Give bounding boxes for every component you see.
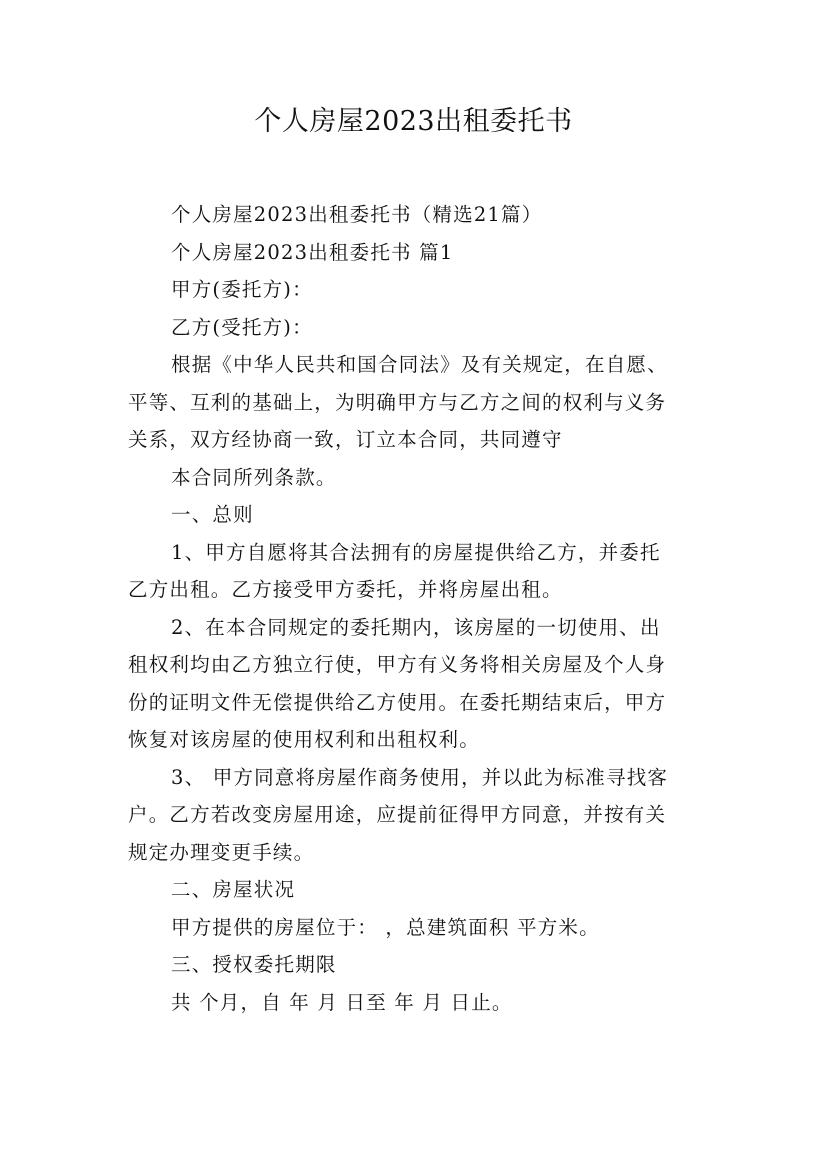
- term-period-line: 共 个月，自 年 月 日至 年 月 日止。: [171, 990, 513, 1014]
- clause-heading-general: 一、总则: [171, 503, 254, 526]
- document-body: [128, 196, 713, 1021]
- clause-heading-term: 三、授权委托期限: [171, 953, 337, 976]
- clause-line: 规定办理变更手续。: [128, 840, 315, 864]
- paragraph-line: 本合同所列条款。: [171, 465, 337, 489]
- clause-line: 份的证明文件无偿提供给乙方使用。在委托期结束后，甲方: [128, 690, 667, 714]
- paragraph-line: 关系，双方经协商一致，订立本合同，共同遵守: [128, 428, 563, 451]
- party-a-line: 甲方(委托方)：: [171, 278, 313, 301]
- party-b-line: 乙方(受托方)：: [171, 315, 313, 339]
- paragraph-line: 根据《中华人民共和国合同法》及有关规定，在自愿、: [171, 353, 668, 376]
- property-location-line: 甲方提供的房屋位于： ，总建筑面积 平方米。: [171, 915, 600, 939]
- clause-line: 租权利均由乙方独立行使，甲方有义务将相关房屋及个人身: [128, 653, 667, 676]
- clause-line: 2、在本合同规定的委托期内，该房屋的一切使用、出: [171, 615, 661, 639]
- document-title: 个人房屋2023出租委托书: [254, 106, 573, 137]
- paragraph-line: 平等、互利的基础上，为明确甲方与乙方之间的权利与义务: [128, 390, 667, 414]
- clause-line: 户。乙方若改变房屋用途，应提前征得甲方同意，并按有关: [128, 803, 667, 826]
- clause-heading-property: 二、房屋状况: [171, 878, 296, 901]
- clause-line: 1、甲方自愿将其合法拥有的房屋提供给乙方，并委托: [171, 540, 661, 564]
- section-heading-line: 个人房屋2023出租委托书 篇1: [171, 240, 454, 264]
- clause-line: 3、 甲方同意将房屋作商务使用，并以此为标准寻找客: [171, 765, 669, 789]
- clause-line: 乙方出租。乙方接受甲方委托，并将房屋出租。: [128, 578, 563, 601]
- clause-line: 恢复对该房屋的使用权利和出租权利。: [128, 728, 480, 751]
- subtitle-line: 个人房屋2023出租委托书（精选21篇）: [171, 203, 543, 226]
